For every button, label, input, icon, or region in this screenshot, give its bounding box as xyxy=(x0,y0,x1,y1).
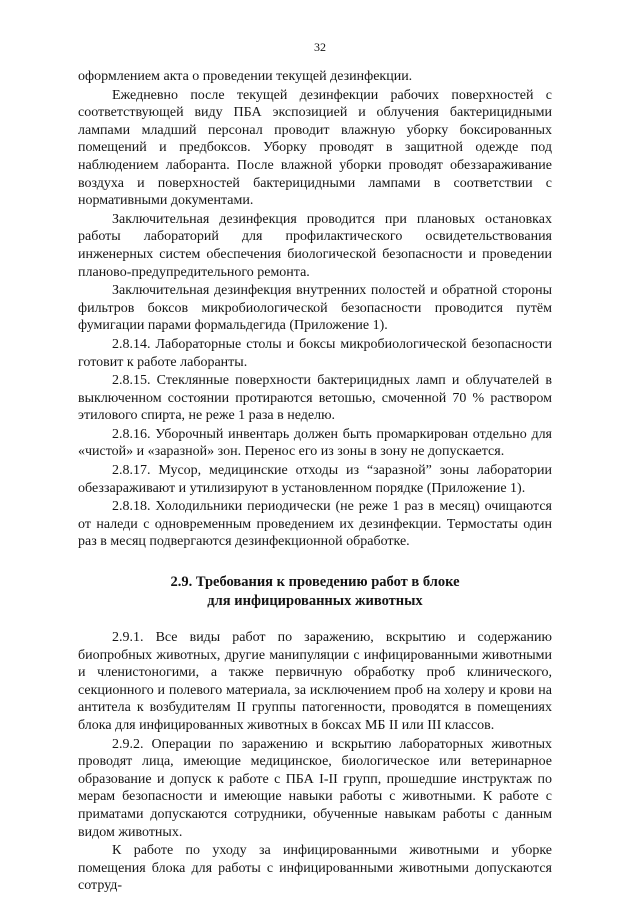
section-heading-2-9 xyxy=(78,573,552,611)
document-body xyxy=(78,68,552,895)
paragraph: Заключительная дезинфекция внутренних полостей и обратной стороны фильтров боксов микробиологической безопасности проводится путём фумигации парами формальдегида (Приложение 1). xyxy=(78,283,552,334)
paragraph-2-8-16: 2.8.16. Уборочный инвентарь должен быть промаркирован отдельно для «чистой» и «заразной» зон. Перенос его из зоны в зону не допускается. xyxy=(78,426,552,460)
heading-line-1: 2.9. Требования к проведению работ в блоке xyxy=(170,574,460,591)
paragraph-2-8-14: 2.8.14. Лабораторные столы и боксы микробиологической безопасности готовит к работе лаборанты. xyxy=(78,336,552,370)
paragraph-2-9-1: 2.9.1. Все виды работ по заражению, вскрытию и содержанию биопробных животных, другие манипуляции с инфицированными животными и членистоногими, а также первичную обработку проб клинического, секционного и полевого материала, за исключением проб на холеру и крови на антитела к возбудителям II группы патогенности, проводятся в помещениях блока для инфицированных животных в боксах МБ II или III классов. xyxy=(78,630,552,733)
paragraph: Ежедневно после текущей дезинфекции рабочих поверхностей с соответствующей виду ПБА экспозицией и облучения бактерицидными лампами младший персонал проводит влажную уборку боксированных помещений и предбоксов. Уборку проводят в защитной одежде под наблюдением лаборанта. После влажной уборки проводят обеззараживание воздуха и поверхностей бактерицидными лампами в соответствии с нормативными документами. xyxy=(78,87,552,209)
section-2-8-continuation xyxy=(78,68,552,551)
paragraph-2-9-2: 2.9.2. Операции по заражению и вскрытию лабораторных животных проводят лица, имеющие медицинское, биологическое или ветеринарное образование и допуск к работе с ПБА I-II групп, прошедшие инструктаж по мерам безопасности и имеющие навыки работы с животными. К работе с приматами допускаются сотрудники, обученные навыкам работы с данным видом животных. xyxy=(78,736,552,840)
paragraph-2-8-18: 2.8.18. Холодильники периодически (не реже 1 раз в месяц) очищаются от наледи с одновременным проведением их дезинфекции. Термостаты один раз в месяц подвергаются дезинфекционной обработке. xyxy=(78,499,552,550)
page-number: 32 xyxy=(314,40,326,54)
paragraph-2-8-15: 2.8.15. Стеклянные поверхности бактерицидных ламп и облучателей в выключенном состоянии протираются ветошью, смоченной 70 % раствором этилового спирта, не реже 1 раза в неделю. xyxy=(78,373,552,424)
heading-line-2: для инфицированных животных xyxy=(207,593,423,610)
paragraph: оформлением акта о проведении текущей дезинфекции. xyxy=(78,69,413,84)
section-2-9-body xyxy=(78,629,552,895)
paragraph: Заключительная дезинфекция проводится при плановых остановках работы лабораторий для профилактического освидетельствования инженерных систем обеспечения биологической безопасности и проведении планово-предупредительного ремонта. xyxy=(78,211,552,280)
paragraph-2-8-17: 2.8.17. Мусор, медицинские отходы из “заразной” зоны лаборатории обеззараживают и утилизируют в установленном порядке (Приложение 1). xyxy=(78,463,552,496)
paragraph: К работе по уходу за инфицированными животными и уборке помещения блока для работы с инфицированными животными допускаются сотруд- xyxy=(78,843,552,894)
